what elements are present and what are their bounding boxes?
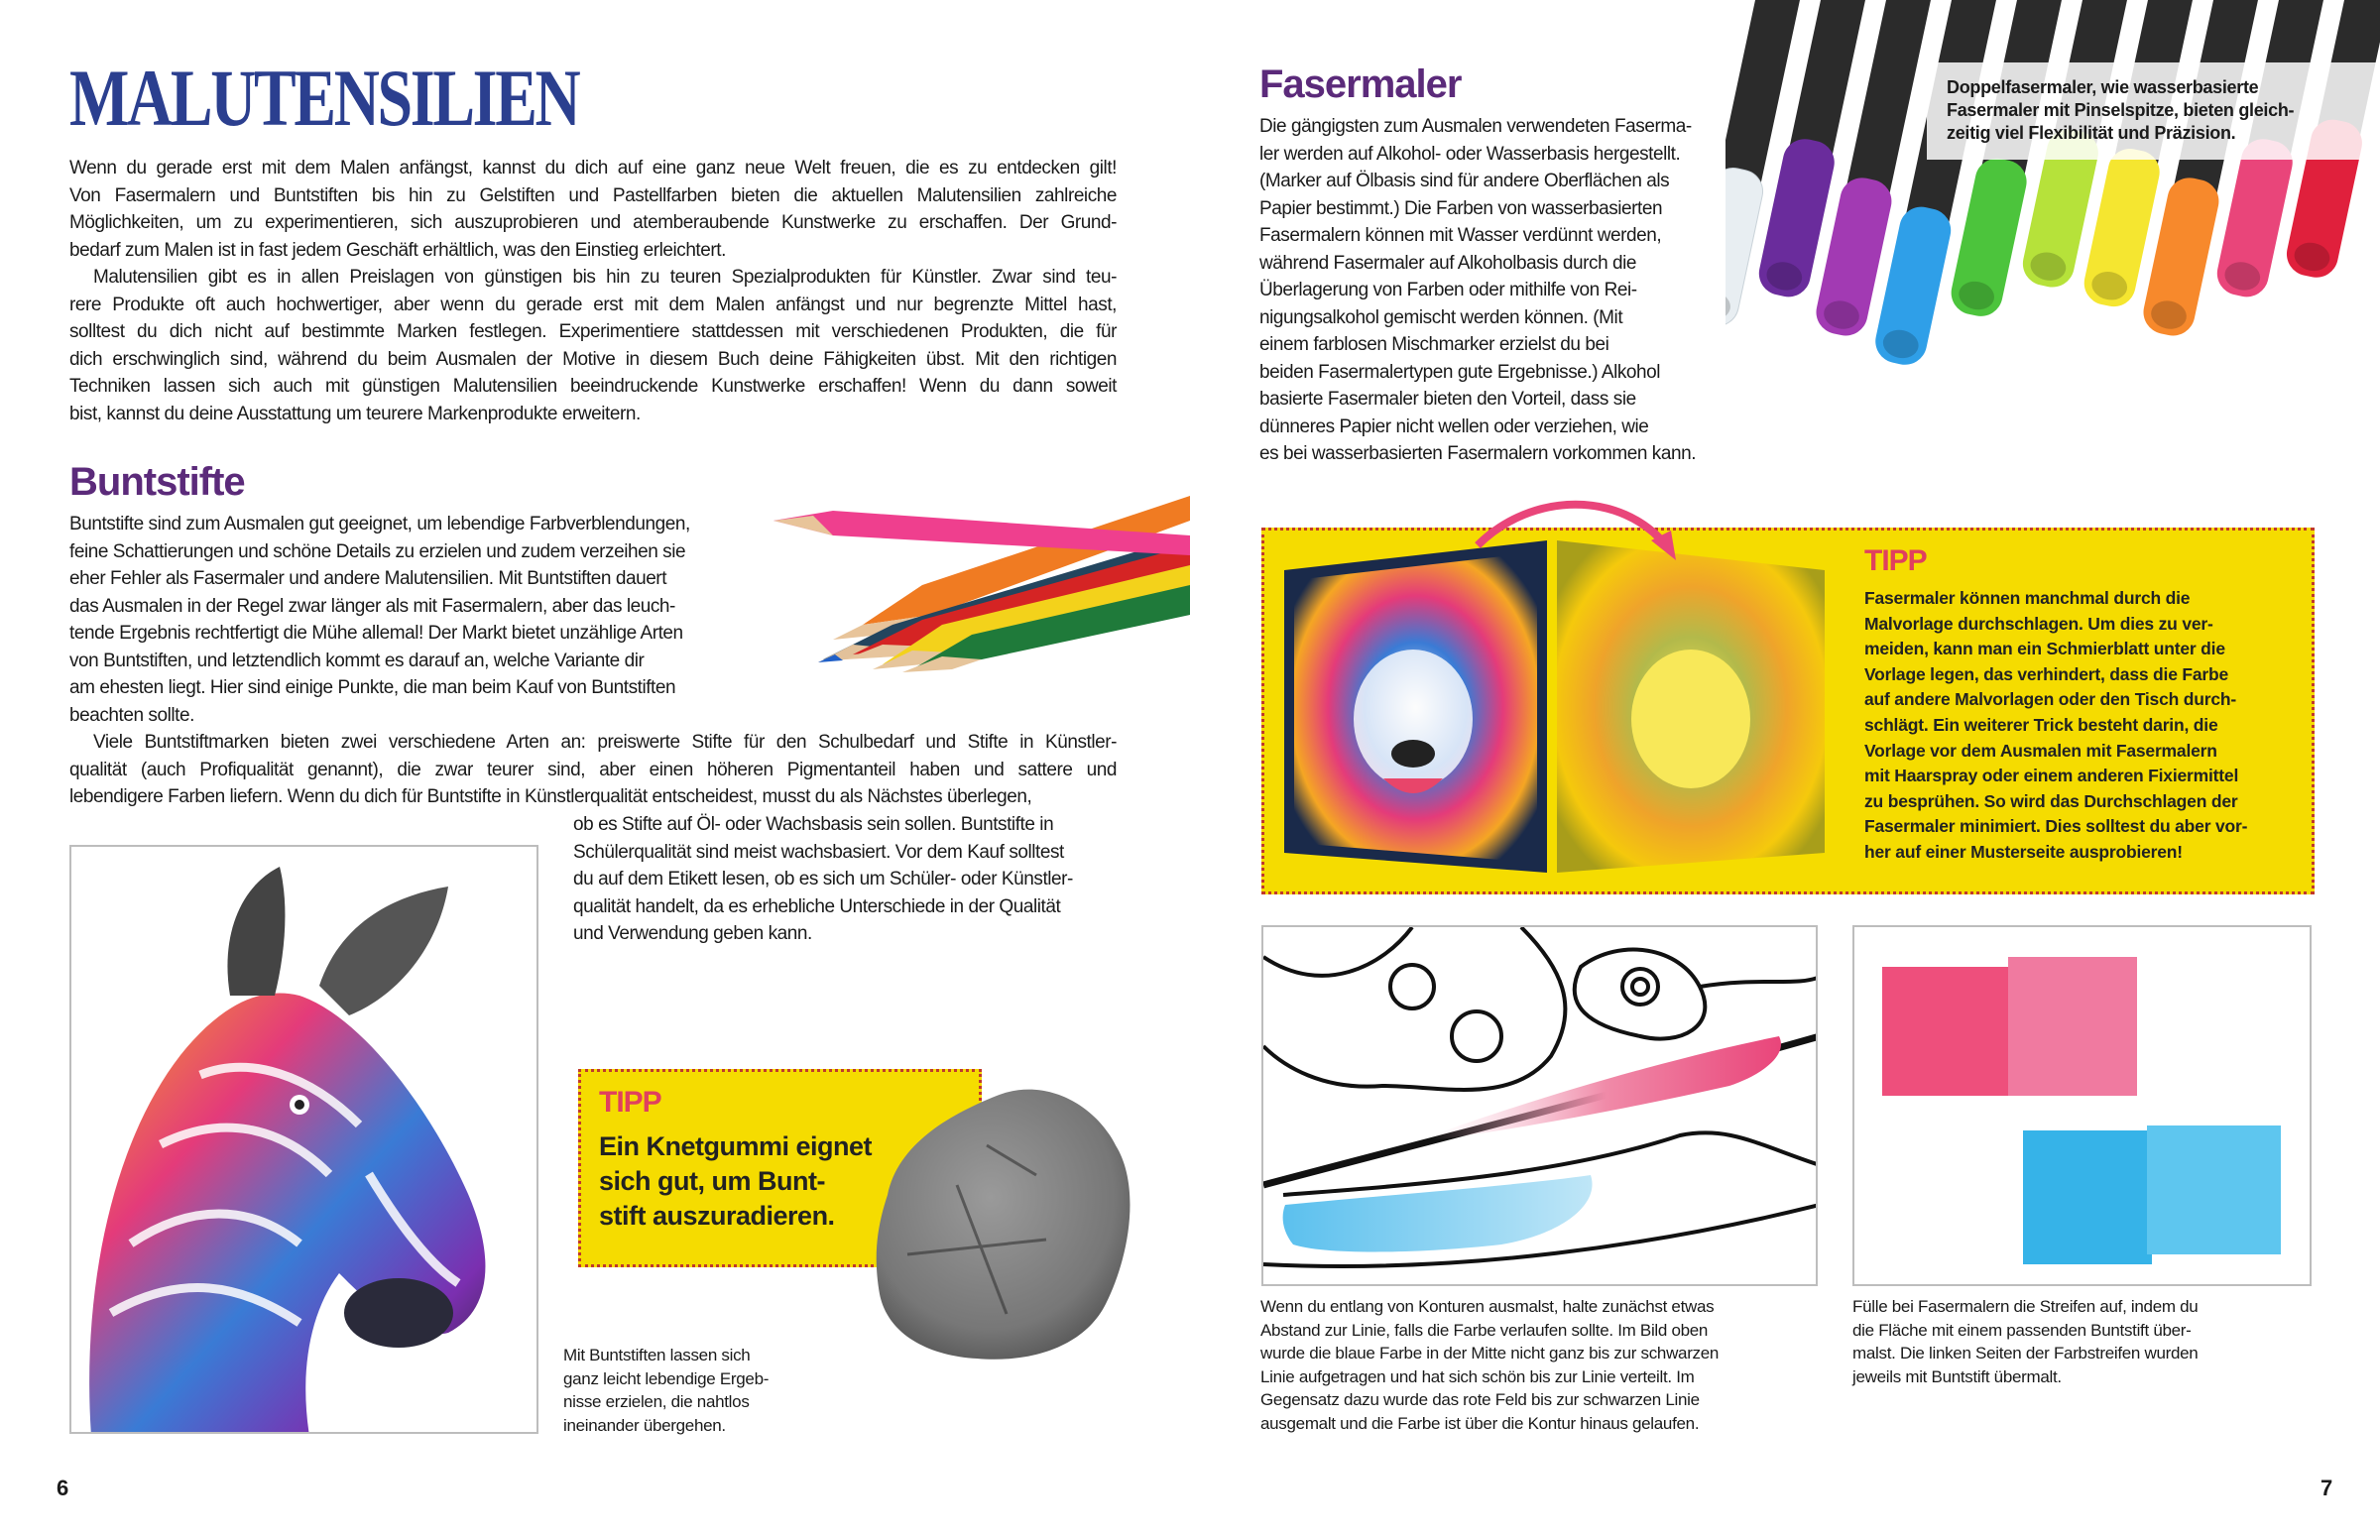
text-line: ineinander übergehen. — [563, 1415, 726, 1435]
text-line: dich erschwinglich sind, während du beim Ausmalen der Motive in diesem Buch deine Fähigkeiten übst. Mit den richtigen — [69, 348, 1117, 370]
kneaded-eraser-image — [868, 1076, 1145, 1373]
text-line: Fasermaler minimiert. Dies solltest du aber vor- — [1864, 816, 2248, 837]
blue-stripe-marker — [2147, 1125, 2281, 1254]
text-line: dünneres Papier nicht wellen oder verziehen, wie — [1259, 415, 1649, 437]
text-line: rere Produkte oft auch hochwertiger, aber wenn du gerade erst mit dem Malen anfängst und nur begrenzte Mittel hast, — [69, 294, 1117, 315]
text-line: es bei wasserbasierten Fasermalern vorkommen kann. — [1259, 443, 1697, 464]
intro-paragraph-1 — [69, 155, 1117, 264]
text-line: am ehesten liegt. Hier sind einige Punkte, die man beim Kauf von Buntstiften — [69, 677, 676, 698]
text-line: Überlagerung von Farben oder mithilfe von Rei- — [1259, 280, 1637, 300]
page-number-right: 7 — [2320, 1476, 2333, 1500]
text-line: ausgemalt und die Farbe ist über die Kontur hinaus gelaufen. — [1260, 1413, 1700, 1433]
text-line: basierte Fasermaler bieten den Vorteil, dass sie — [1259, 389, 1636, 410]
text-line: Die gängigsten zum Ausmalen verwendeten Faserma- — [1259, 116, 1692, 137]
text-line: Wenn du entlang von Konturen ausmalst, halte zunächst etwas — [1260, 1297, 1715, 1316]
text-line: Abstand zur Linie, falls die Farbe verlaufen sollte. Im Bild oben — [1260, 1320, 1709, 1340]
stripes-example-frame — [1852, 925, 2312, 1286]
text-line: Schülerqualität sind meist wachsbasiert. Vor dem Kauf solltest — [573, 841, 1064, 863]
text-line: Viele Buntstiftmarken bieten zwei verschiedene Arten an: preiswerte Stifte für den Schulbedarf und Stifte in Künstler- — [93, 732, 1117, 753]
text-line: bedarf zum Malen ist in fast jedem Geschäft erhältlich, was den Einstieg erleichtert. — [69, 239, 726, 261]
text-line: meiden, kann man ein Schmierblatt unter die — [1864, 639, 2225, 659]
text-line: beachten sollte. — [69, 704, 194, 726]
text-line: Malvorlage durchschlagen. Um dies zu ver- — [1864, 613, 2213, 634]
text-line: Ein Knetgummi eignet — [599, 1131, 873, 1161]
marker-stripes-illustration — [1854, 927, 2312, 1286]
text-line: ob es Stifte auf Öl- oder Wachsbasis sein sollen. Buntstifte in — [573, 814, 1054, 835]
tipp-label: TIPP — [1864, 544, 1927, 577]
text-line: sich gut, um Bunt- — [599, 1166, 825, 1196]
text-line: her auf einer Musterseite ausprobieren! — [1864, 841, 2183, 862]
text-line: wurde die blaue Farbe in der Mitte nicht ganz bis zur schwarzen — [1260, 1344, 1720, 1362]
text-line: tende Ergebnis rechtfertigt die Mühe allemal! Der Markt bietet unzählige Arten — [69, 623, 683, 644]
contour-example-frame — [1261, 925, 1818, 1286]
text-line: solltest du dich nicht auf bestimmte Marken festlegen. Experimentiere stattdessen mit verschiedenen Produkten, die für — [69, 321, 1117, 342]
contour-caption — [1260, 1295, 1821, 1435]
text-line: einem farblosen Mischmarker erzielst du bei — [1259, 334, 1609, 355]
text-line: ler werden auf Alkohol- oder Wasserbasis hergestellt. — [1259, 143, 1681, 165]
text-line: bist, kannst du deine Ausstattung um teurere Markenprodukte erweitern. — [69, 403, 641, 424]
text-line: beiden Fasermalertypen gute Ergebnisse.) Alkohol — [1259, 361, 1661, 383]
colored-pencils-image — [774, 476, 1190, 674]
text-line: lebendigere Farben liefern. Wenn du dich für Buntstifte in Künstlerqualität entscheidest, musst du als Nächstes überlegen, — [69, 786, 1032, 807]
text-line: Techniken lassen sich auch mit günstigen Malutensilien beeindruckende Kunstwerke erschaffen! Wenn du dann soweit — [69, 376, 1117, 397]
blue-stripe-pencil — [2023, 1130, 2152, 1264]
text-line: auf andere Malvorlagen oder den Tisch durch- — [1864, 689, 2236, 710]
text-line: schlägt. Ein weiterer Trick besteht darin, die — [1864, 714, 2218, 735]
buntstifte-paragraph-2-continued — [573, 811, 1114, 948]
text-line: Papier bestimmt.) Die Farben von wasserbasierten — [1259, 197, 1663, 219]
text-line: Buntstifte sind zum Ausmalen gut geeignet, um lebendige Farbverblendungen, — [69, 514, 690, 534]
text-line: Vorlage legen, das verhindert, dass die Farbe — [1864, 663, 2229, 684]
pink-stripe-marker — [2008, 957, 2137, 1096]
text-line: Wenn du gerade erst mit dem Malen anfängst, kannst du dich auf eine ganz neue Welt freuen, die es zu entdecken gilt! — [69, 158, 1117, 178]
text-line: nigungsalkohol gemischt werden können. (Mit — [1259, 306, 1623, 328]
text-line: Malutensilien gibt es in allen Preislagen von günstigen bis hin zu teuren Spezialprodukten für Künstler. Zwar sind teu- — [93, 267, 1117, 288]
text-line: feine Schattierungen und schöne Details zu erzielen und zudem verzeihen sie — [69, 540, 686, 562]
text-line: eher Fehler als Fasermaler und andere Malutensilien. Mit Buntstiften dauert — [69, 568, 667, 589]
text-line: Linie aufgetragen und hat sich schön bis zur Linie verteilt. Im — [1260, 1366, 1695, 1386]
arrow-icon — [1478, 505, 1666, 545]
tipp-text — [599, 1129, 872, 1234]
brush-markers-image — [1726, 0, 2380, 397]
text-line: mit Haarspray oder einem anderen Fixiermittel — [1864, 766, 2239, 786]
intro-paragraph-2 — [69, 264, 1117, 427]
zebra-caption — [563, 1344, 861, 1437]
text-line: ganz leicht lebendige Ergeb- — [563, 1368, 770, 1388]
text-line: nisse erzielen, die nahtlos — [563, 1392, 750, 1411]
page-title: MALUTENSILIEN — [69, 53, 579, 143]
buntstifte-paragraph-2 — [69, 729, 1117, 811]
contour-coloring-illustration — [1263, 927, 1818, 1286]
text-line: Mit Buntstiften lassen sich — [563, 1346, 751, 1364]
stripes-caption — [1852, 1295, 2319, 1388]
buntstifte-paragraph-1 — [69, 511, 764, 729]
pink-stripe-pencil — [1882, 967, 2011, 1096]
text-line: Möglichkeiten, um zu experimentieren, sich auszuprobieren und atemberaubende Kunstwerke zu erschaffen. Der Grund- — [69, 212, 1117, 233]
text-line: Gegensatz dazu wurde das rote Feld bis zur schwarzen Linie — [1260, 1390, 1700, 1409]
text-line: qualität (auch Profiqualität genannt), die zwar teurer sind, aber einen höheren Pigmentanteil haben und sattere und — [69, 759, 1117, 780]
text-line: das Ausmalen in der Regel zwar länger als mit Fasermalern, aber das leuch- — [69, 595, 675, 617]
text-line: stift auszuradieren. — [599, 1201, 835, 1231]
text-line: Fasermaler können manchmal durch die — [1864, 588, 2191, 608]
buntstifte-heading: Buntstifte — [69, 460, 245, 504]
fasermaler-paragraph — [1259, 113, 1745, 468]
fasermaler-heading: Fasermaler — [1259, 62, 1462, 106]
text-line: die Fläche mit einem passenden Buntstift über- — [1852, 1320, 2192, 1340]
tipp-label: TIPP — [599, 1086, 661, 1119]
text-line: von Buntstiften, und letztendlich kommt es darauf an, welche Variante dir — [69, 650, 645, 671]
marker-caption — [1927, 62, 2380, 160]
tipp-text — [1864, 586, 2247, 866]
text-line: Vorlage vor dem Ausmalen mit Fasermalern — [1864, 740, 2217, 761]
text-line: qualität handelt, da es erhebliche Unterschiede in der Qualität — [573, 895, 1061, 917]
text-line: Doppelfasermaler, wie wasserbasierte — [1947, 77, 2259, 97]
zebra-illustration — [71, 847, 538, 1434]
dog-image-faded — [1557, 540, 1825, 873]
text-line: während Fasermaler auf Alkoholbasis durch die — [1259, 252, 1637, 274]
text-line: Fasermaler mit Pinselspitze, bieten gleich- — [1947, 100, 2295, 120]
dog-illustrations — [1274, 491, 1849, 897]
dog-image-colored — [1284, 540, 1547, 873]
text-line: (Marker auf Ölbasis sind für andere Oberflächen als — [1259, 171, 1670, 191]
page-number-left: 6 — [57, 1476, 69, 1500]
zebra-image-frame — [69, 845, 538, 1434]
text-line: zeitig viel Flexibilität und Präzision. — [1947, 123, 2236, 143]
text-line: zu besprühen. So wird das Durchschlagen der — [1864, 790, 2238, 811]
text-line: Fülle bei Fasermalern die Streifen auf, indem du — [1852, 1297, 2199, 1316]
text-line: malst. Die linken Seiten der Farbstreifen wurden — [1852, 1344, 2199, 1362]
text-line: und Verwendung geben kann. — [573, 923, 812, 944]
text-line: jeweils mit Buntstift übermalt. — [1852, 1366, 2062, 1386]
text-line: Von Fasermalern und Buntstiften bis hin zu Gelstiften und Pastellfarben bieten die aktuellen Malutensilien zahlreiche — [69, 184, 1117, 206]
tipp-box-fasermaler — [1261, 528, 2315, 894]
text-line: du auf dem Etikett lesen, ob es sich um Schüler- oder Künstler- — [573, 869, 1073, 889]
text-line: Fasermalern können mit Wasser verdünnt werden, — [1259, 225, 1662, 246]
